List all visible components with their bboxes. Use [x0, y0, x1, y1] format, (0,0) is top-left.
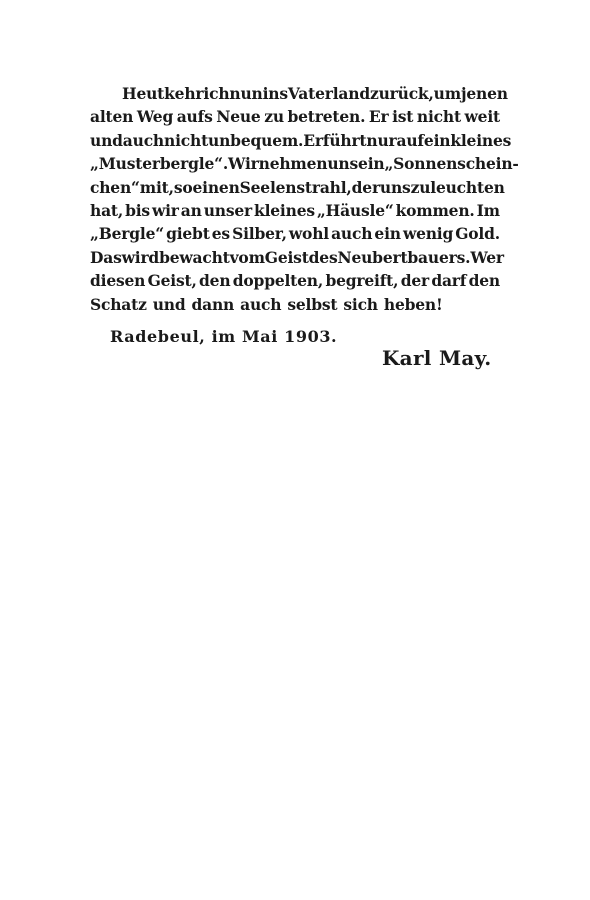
word: nehmen	[258, 154, 328, 174]
text-line	[90, 293, 500, 316]
word: Er	[368, 107, 389, 127]
word: hat,	[90, 200, 124, 220]
word: betreten.	[287, 107, 366, 127]
word: Vaterland	[287, 84, 370, 103]
word: leuchten	[430, 177, 505, 197]
word: jenen	[460, 84, 508, 103]
word: den	[468, 271, 500, 291]
word: und	[152, 294, 186, 314]
text-line	[90, 82, 508, 105]
text-line	[90, 129, 512, 152]
text-line	[90, 199, 500, 222]
word: den	[199, 271, 231, 291]
word: Neue	[216, 107, 261, 127]
word: diesen	[90, 271, 146, 291]
word: uns	[327, 154, 359, 174]
word: unser	[203, 200, 253, 220]
word: zu	[410, 177, 431, 197]
word: selbst	[287, 294, 338, 314]
word: nicht	[164, 130, 209, 150]
body-paragraph	[90, 82, 519, 316]
word: Heut	[122, 84, 165, 103]
word: Im	[476, 200, 500, 220]
word: auf	[396, 130, 424, 150]
word: ein	[374, 224, 401, 244]
word: so	[173, 177, 193, 197]
word: doppelten,	[232, 271, 324, 291]
word: Schatz	[90, 294, 147, 314]
word: „Musterbergle“.	[90, 154, 229, 174]
word: des	[308, 247, 338, 267]
word: auch	[331, 224, 373, 244]
word: es	[211, 224, 230, 244]
word: wenig	[402, 224, 454, 244]
word: an	[180, 200, 202, 220]
word: ein	[358, 154, 385, 174]
word: ins	[262, 84, 288, 103]
word: sich	[343, 294, 378, 314]
word: „Bergle“	[90, 224, 164, 244]
word: Geist,	[147, 271, 197, 291]
word: Wer	[470, 247, 504, 267]
word: nur	[366, 130, 397, 150]
word: mit,	[139, 177, 174, 197]
word: Geist	[264, 247, 309, 267]
word: nicht	[416, 107, 461, 127]
word: wird	[121, 247, 160, 267]
place-and-date: Radebeul, im Mai 1903.	[110, 327, 338, 346]
word: Silber,	[232, 224, 287, 244]
word: „Häusle“	[316, 200, 394, 220]
text-line	[90, 269, 500, 292]
word: alten	[90, 107, 134, 127]
word: wohl	[288, 224, 329, 244]
word: der	[400, 271, 429, 291]
word: weit	[464, 107, 500, 127]
word: kehr	[164, 84, 204, 103]
word: kommen.	[395, 200, 475, 220]
word: führt	[322, 130, 367, 150]
word: dann	[191, 294, 235, 314]
word: „Sonnenschein-	[384, 154, 519, 174]
word: nun	[229, 84, 263, 103]
word: um	[433, 84, 461, 103]
text-line	[90, 222, 500, 245]
word: giebt	[166, 224, 210, 244]
word: kleines	[254, 200, 315, 220]
text-line	[90, 105, 500, 128]
word: Er	[303, 130, 323, 150]
word: einen	[192, 177, 240, 197]
word: Weg	[136, 107, 174, 127]
word: unbequem.	[208, 130, 304, 150]
word: auch	[122, 130, 165, 150]
word: Gold.	[455, 224, 500, 244]
word: chen“	[90, 177, 140, 197]
word: ich	[203, 84, 230, 103]
word: begreift,	[325, 271, 399, 291]
word: und	[90, 130, 123, 150]
text-line	[90, 152, 519, 175]
word: ist	[392, 107, 414, 127]
text-line	[90, 176, 505, 199]
word: Neubertbauers.	[337, 247, 471, 267]
word: Wir	[228, 154, 259, 174]
word: der	[351, 177, 380, 197]
word: Das	[90, 247, 122, 267]
word: uns	[379, 177, 411, 197]
word: kleines	[450, 130, 512, 150]
word: zurück,	[369, 84, 434, 103]
author-signature: Karl May.	[382, 346, 492, 370]
word: darf	[431, 271, 467, 291]
word: vom	[229, 247, 265, 267]
word: zu	[264, 107, 284, 127]
word: wir	[151, 200, 179, 220]
word: aufs	[176, 107, 213, 127]
word: Seelenstrahl,	[239, 177, 352, 197]
word: ein	[423, 130, 451, 150]
word: auch	[240, 294, 282, 314]
word: heben!	[383, 294, 443, 314]
text-line	[90, 246, 504, 269]
word: bewacht	[159, 247, 230, 267]
word: bis	[125, 200, 150, 220]
